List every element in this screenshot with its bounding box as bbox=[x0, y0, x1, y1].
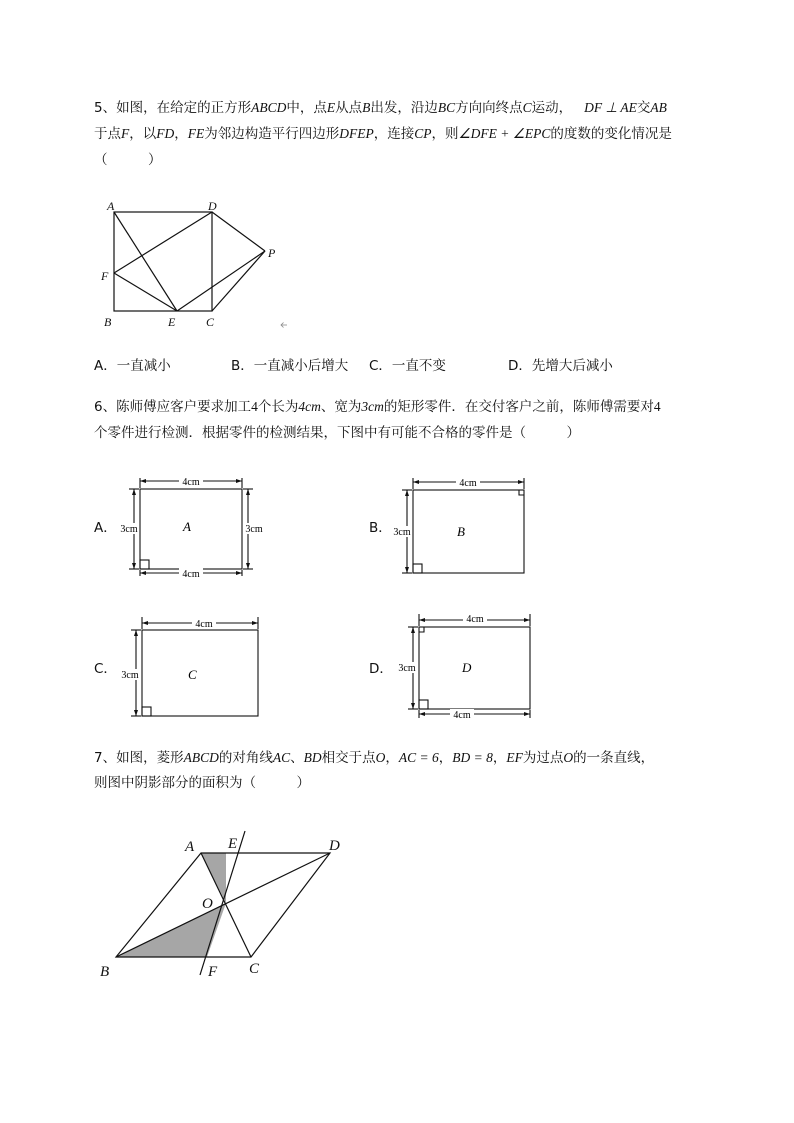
q6-math: 4 bbox=[251, 399, 258, 414]
q6-c-rectangle bbox=[142, 630, 258, 716]
q5-line-1 bbox=[94, 98, 667, 118]
q5-text: 如图，在给定的正方形 bbox=[116, 100, 252, 116]
q7-math: AC = 6 bbox=[398, 750, 439, 765]
q5-math: BC bbox=[437, 100, 456, 115]
q7-text: ， bbox=[385, 750, 399, 766]
q5-text: 为邻边构造平行四边形 bbox=[204, 126, 340, 142]
q5-text: 从点 bbox=[335, 100, 363, 116]
q5-math: FE bbox=[187, 126, 205, 141]
q6-a-top-label: 4cm bbox=[182, 477, 200, 488]
q5-option-c[interactable]: C．一直不变 bbox=[369, 358, 446, 374]
q7-math: AC bbox=[272, 750, 291, 765]
q7-text: 、 bbox=[290, 750, 304, 766]
q6-text: 个零件进行检测．根据零件的检测结果，下图中有可能不合格的零件是（ ） bbox=[94, 425, 580, 441]
q6-c-right-angle-mark bbox=[142, 707, 151, 716]
q5-label-p: P bbox=[268, 246, 276, 260]
q7-text: ， bbox=[492, 750, 507, 766]
q6-a-bottom-label: 4cm bbox=[182, 569, 200, 580]
q5-text: ，连接 bbox=[373, 126, 415, 142]
q5-math: DF ⊥ AE bbox=[584, 100, 637, 115]
q7-text: ， bbox=[438, 750, 453, 766]
q5-math: ∠DFE + ∠EPC bbox=[458, 126, 551, 141]
q6-a-right-angle-mark bbox=[140, 560, 149, 569]
q5-text: 方向向终点 bbox=[455, 100, 523, 116]
q5-segment-fe bbox=[114, 273, 177, 311]
q6-math: 3cm bbox=[361, 399, 384, 414]
q6-math: 4cm bbox=[298, 399, 321, 414]
q7-text: 的对角线 bbox=[218, 750, 273, 766]
q7-text: 则图中阴影部分的面积为（ ） bbox=[94, 775, 310, 791]
return-arrow-icon bbox=[281, 323, 287, 328]
q6-text: 的矩形零件．在交付客户之前，陈师傅需要对 bbox=[383, 399, 654, 415]
q5-math: E bbox=[326, 100, 336, 115]
q6-figure-d bbox=[393, 608, 543, 723]
q6-d-letter: D bbox=[462, 660, 472, 675]
q5-figure bbox=[95, 195, 295, 335]
q5-text: ，则 bbox=[431, 126, 459, 142]
q5-answer-blank: （ ） bbox=[94, 152, 162, 168]
q5-options bbox=[94, 354, 694, 376]
q7-math: O bbox=[563, 750, 574, 765]
q5-text: 的度数的变化情况是 bbox=[550, 126, 672, 142]
q5-text: 中，点 bbox=[286, 100, 327, 116]
q5-label-a: A bbox=[107, 199, 115, 213]
q5-text: 交 bbox=[636, 100, 651, 116]
q5-math: B bbox=[362, 100, 371, 115]
q7-label-e: E bbox=[228, 836, 238, 852]
q5-math: CP bbox=[414, 126, 432, 141]
q5-text: 运动， bbox=[531, 100, 573, 116]
q6-b-corner-mark bbox=[519, 490, 524, 495]
q6-d-corner-mark bbox=[419, 627, 424, 632]
q6-d-top-label: 4cm bbox=[466, 614, 484, 625]
q6-a-rectangle bbox=[140, 489, 242, 569]
q7-text: 为过点 bbox=[522, 750, 564, 766]
q7-label-b: B bbox=[100, 964, 110, 980]
q5-segment-ep bbox=[177, 251, 265, 311]
q5-option-b[interactable]: B．一直减小后增大 bbox=[231, 358, 349, 374]
q7-math: BD = 8 bbox=[452, 750, 493, 765]
q7-label-c: C bbox=[249, 961, 260, 977]
q5-line-3 bbox=[94, 150, 162, 170]
q6-a-letter: A bbox=[183, 519, 191, 534]
q5-text: ，以 bbox=[129, 126, 157, 142]
q5-math: AB bbox=[650, 100, 667, 115]
q7-label-a: A bbox=[185, 839, 195, 855]
q5-math: C bbox=[522, 100, 532, 115]
q7-label-d: D bbox=[329, 838, 340, 854]
q7-text: 的一条直线， bbox=[573, 750, 655, 766]
q6-d-bottom-label: 4cm bbox=[453, 710, 471, 721]
q6-figure-c bbox=[115, 612, 275, 722]
q6-figure-a bbox=[115, 474, 275, 580]
q5-option-a[interactable]: A．一直减小 bbox=[94, 358, 171, 374]
q5-number: 5、 bbox=[94, 100, 117, 116]
q5-option-d[interactable]: D．先增大后减小 bbox=[508, 358, 613, 374]
q6-line-2 bbox=[94, 423, 580, 443]
q6-d-rectangle bbox=[419, 627, 530, 709]
q6-option-c-label[interactable]: C． bbox=[94, 661, 117, 677]
q5-math: F bbox=[121, 126, 130, 141]
q5-math: FD bbox=[156, 126, 175, 141]
q6-text: 个长为 bbox=[257, 399, 299, 415]
q5-label-c: C bbox=[206, 315, 215, 329]
q6-d-left-label: 3cm bbox=[398, 663, 416, 674]
q6-c-letter: C bbox=[188, 667, 197, 682]
q6-option-d-label[interactable]: D． bbox=[369, 661, 393, 677]
q6-option-a-label[interactable]: A． bbox=[94, 520, 117, 536]
q6-b-left-label: 3cm bbox=[393, 527, 411, 538]
q5-math: ABCD bbox=[251, 100, 287, 115]
q5-segment-fd bbox=[114, 212, 212, 273]
q6-a-right-label: 3cm bbox=[245, 524, 263, 535]
q7-label-o: O bbox=[202, 896, 213, 912]
q6-figure-b bbox=[388, 474, 538, 580]
q6-b-rectangle bbox=[413, 490, 524, 573]
q6-line-1 bbox=[94, 397, 661, 417]
q5-text: 出发，沿边 bbox=[370, 100, 438, 116]
q6-b-top-label: 4cm bbox=[459, 478, 477, 489]
q5-text: ， bbox=[174, 126, 188, 142]
q7-math: BD bbox=[303, 750, 322, 765]
q5-math: DFEP bbox=[339, 126, 374, 141]
q6-text: 6、陈师傅应客户要求加工 bbox=[94, 399, 252, 415]
q7-text: 相交于点 bbox=[321, 750, 376, 766]
q5-line-2 bbox=[94, 124, 672, 144]
q5-label-b: B bbox=[104, 315, 112, 329]
q7-figure bbox=[95, 825, 355, 985]
q6-c-top-label: 4cm bbox=[195, 619, 213, 630]
q7-line-2 bbox=[94, 773, 310, 793]
q5-label-e: E bbox=[168, 315, 176, 329]
q6-a-left-label: 3cm bbox=[120, 524, 138, 535]
q5-label-f: F bbox=[101, 269, 109, 283]
q6-b-right-angle-mark bbox=[413, 564, 422, 573]
q6-b-letter: B bbox=[457, 524, 465, 539]
q6-d-right-angle-mark bbox=[419, 700, 428, 709]
q6-math: 4 bbox=[653, 399, 661, 414]
q5-square bbox=[114, 212, 212, 311]
q5-text: 于点 bbox=[94, 126, 121, 142]
q7-math: O bbox=[375, 750, 386, 765]
q7-text: 7、如图，菱形 bbox=[94, 750, 184, 766]
q6-c-left-label: 3cm bbox=[121, 670, 139, 681]
q6-text: 、宽为 bbox=[320, 399, 362, 415]
q7-label-f: F bbox=[208, 964, 218, 980]
q7-line-1 bbox=[94, 748, 654, 768]
q7-math: ABCD bbox=[183, 750, 219, 765]
q5-segment-ae bbox=[114, 212, 177, 311]
q5-segment-dp bbox=[212, 212, 265, 251]
q7-math: EF bbox=[506, 750, 523, 765]
q6-option-b-label[interactable]: B． bbox=[369, 520, 392, 536]
q5-label-d: D bbox=[208, 199, 217, 213]
